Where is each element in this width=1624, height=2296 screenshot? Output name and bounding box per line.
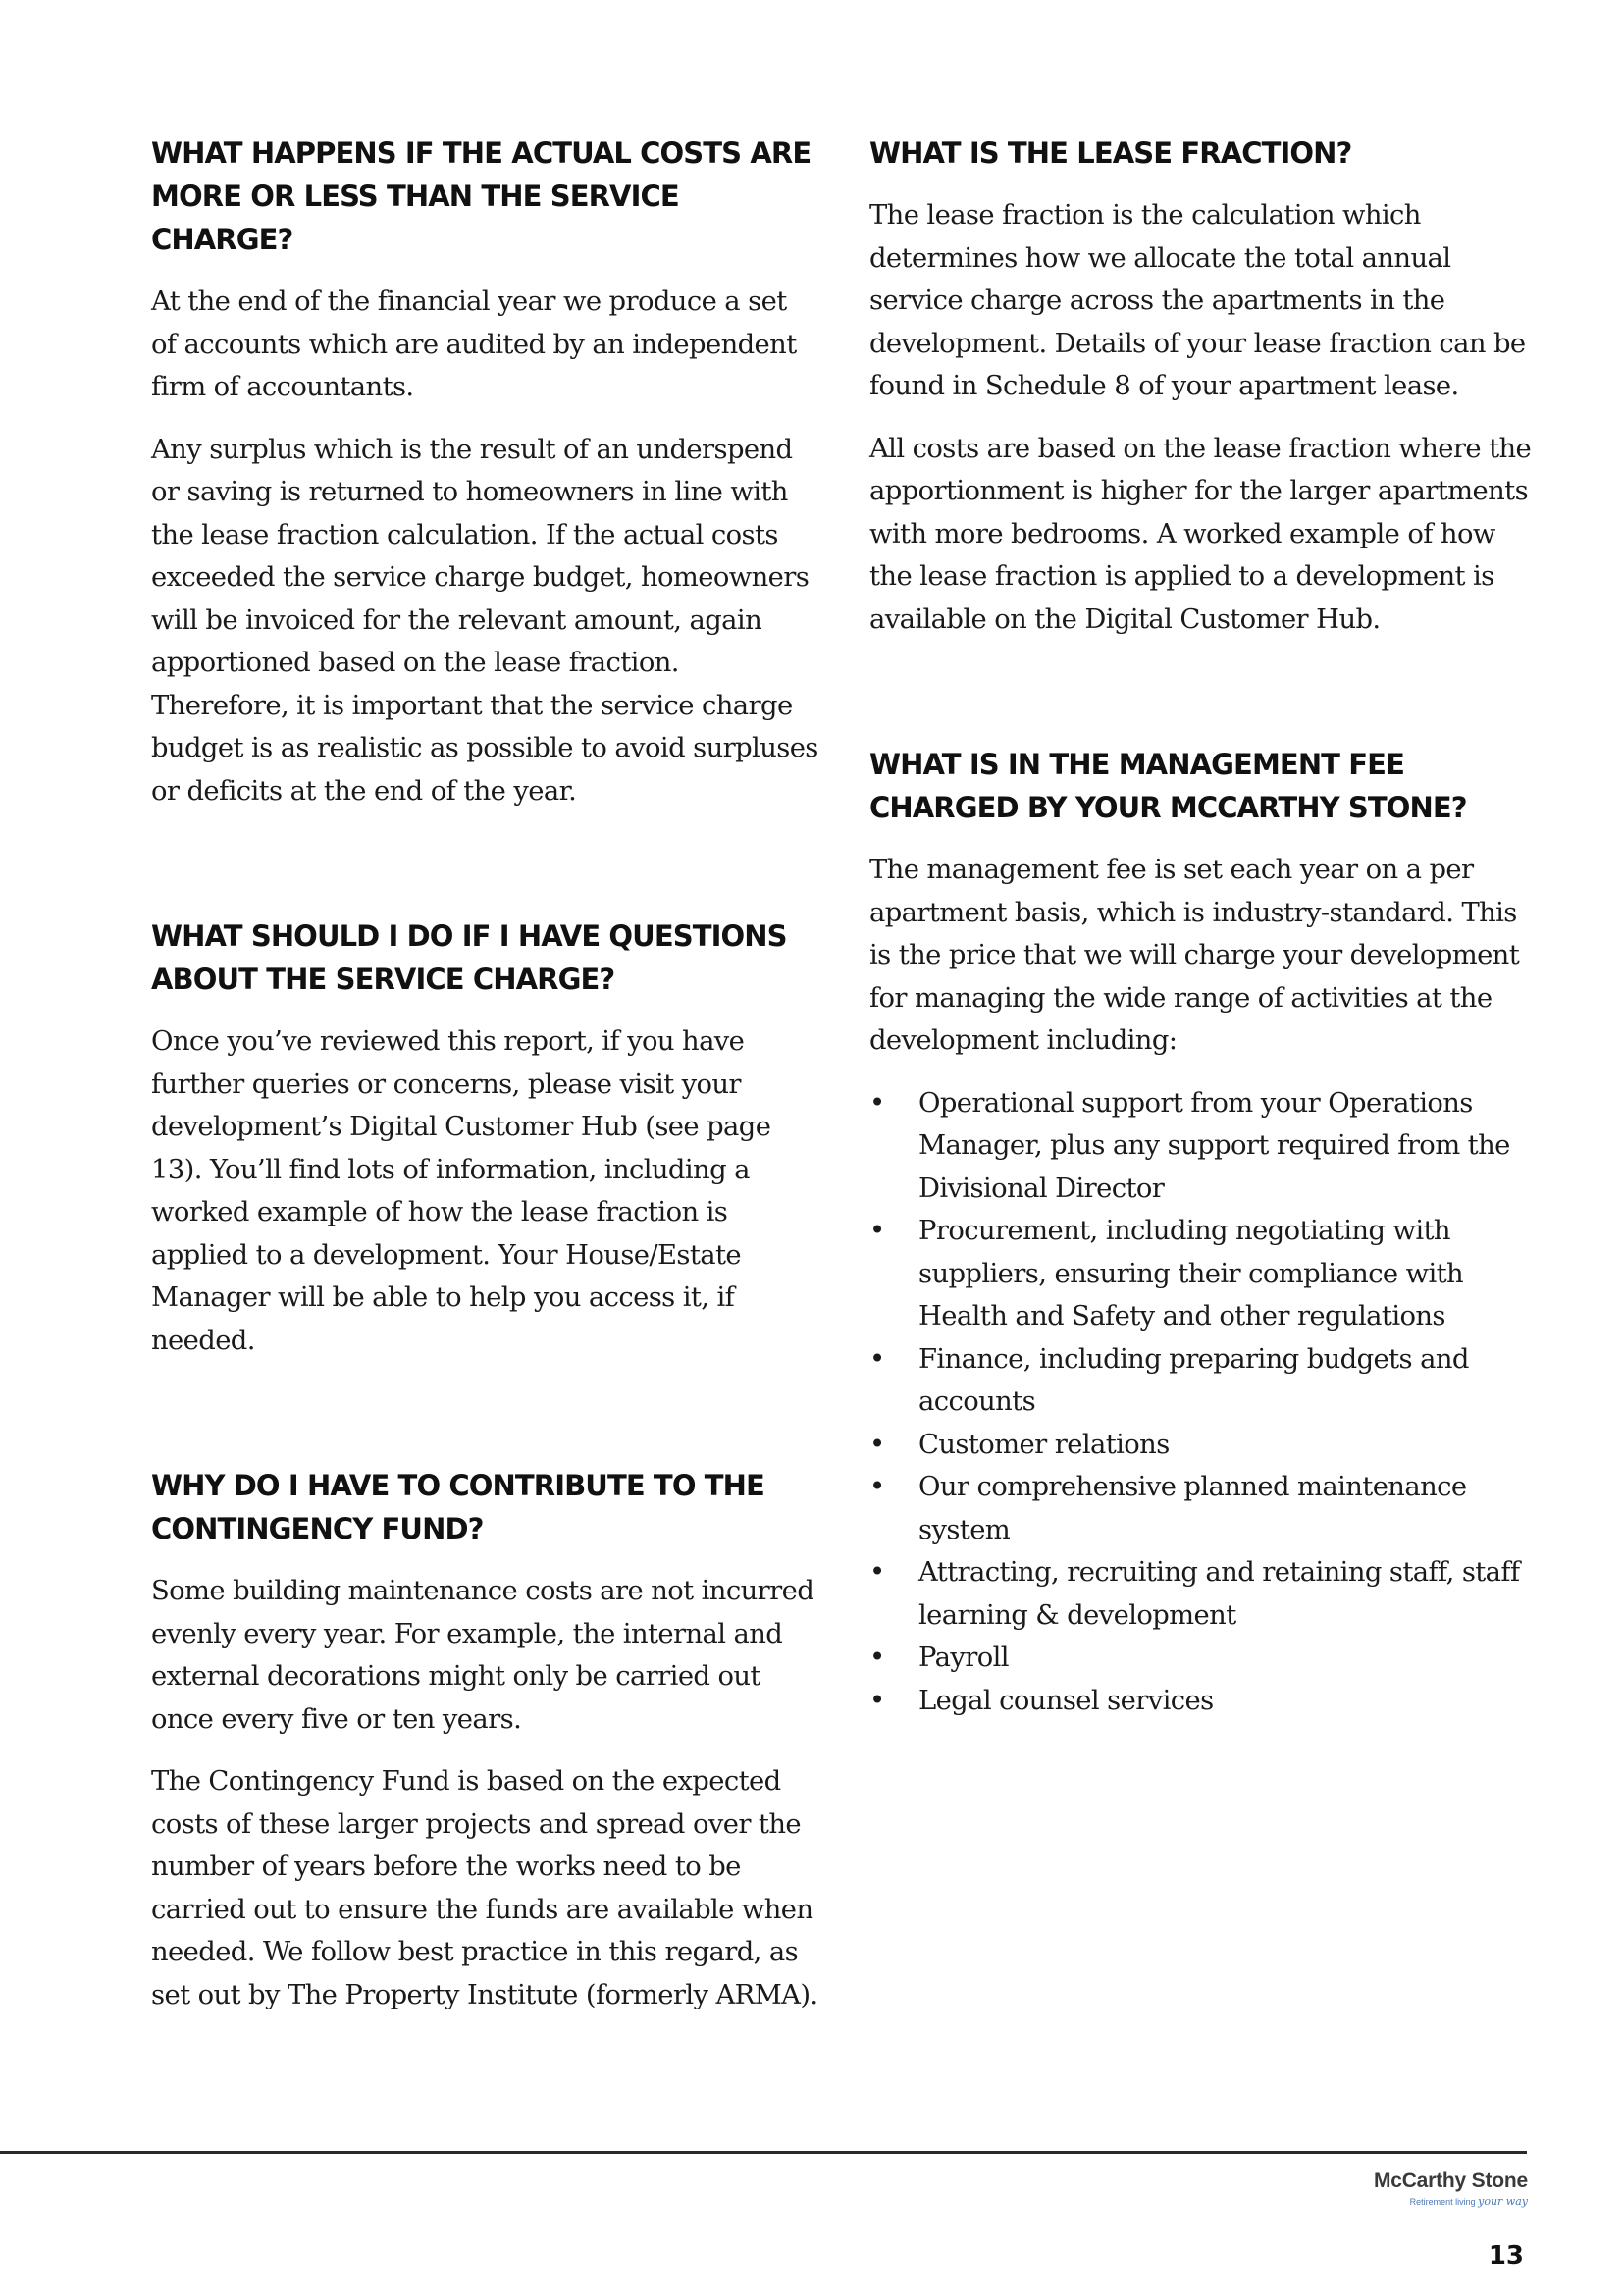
section-heading: WHAT IS IN THE MANAGEMENT FEE CHARGED BY YOUR MCCARTHY STONE? [869, 748, 1467, 824]
paragraph: The Contingency Fund is based on the expected costs of these larger projects and spread over the number of years before the works need to be carried out to ensure the funds are available when needed. We follow best practice in this regard, as set out by The Property Institute (formerly ARMA). [151, 1766, 818, 2010]
list-item-text: Attracting, recruiting and retaining staff, staff learning & development [918, 1557, 1520, 1631]
section-heading: WHAT HAPPENS IF THE ACTUAL COSTS ARE MORE OR LESS THAN THE SERVICE CHARGE? [151, 136, 812, 256]
bullet-icon: • [869, 1685, 885, 1716]
list-item-text: Legal counsel services [918, 1685, 1214, 1716]
faq-management-fee [869, 743, 1537, 1722]
list-item [869, 1466, 1537, 1551]
list-item [869, 1680, 1537, 1723]
list-item [869, 1637, 1537, 1680]
bullet-icon: • [869, 1472, 885, 1502]
faq-lease-fraction [869, 131, 1537, 641]
management-fee-list [869, 1082, 1537, 1723]
brand-name: McCarthy Stone [1373, 2169, 1528, 2192]
list-item-text: Procurement, including negotiating with suppliers, ensuring their compliance with Health and Safety and other regulations [918, 1216, 1464, 1331]
tagline-script: your way [1478, 2195, 1528, 2208]
bullet-icon: • [869, 1557, 885, 1588]
right-column [869, 131, 1537, 1722]
page-number: 13 [1488, 2241, 1524, 2270]
paragraph: Any surplus which is the result of an underspend or saving is returned to homeowners in line with the lease fraction calculation. If the actual costs exceeded the service charge budget, homeowners will be invoiced for the relevant amount, again apportioned based on the lease fraction. Therefore, it is important that the service charge budget is as realistic as possible to avoid surpluses or deficits at the end of the year. [151, 434, 818, 807]
tagline-prefix: Retirement living [1409, 2197, 1476, 2207]
footer-divider [0, 2151, 1527, 2154]
bullet-icon: • [869, 1643, 885, 1673]
faq-questions-service-charge [151, 914, 818, 1362]
paragraph: The management fee is set each year on a per apartment basis, which is industry-standard. This is the price that we will charge your development for managing the wide range of activities at the development including: [869, 855, 1520, 1056]
list-item [869, 1338, 1537, 1424]
list-item-text: Operational support from your Operations Manager, plus any support required from the Divisional Director [918, 1087, 1510, 1204]
list-item-text: Finance, including preparing budgets and accounts [918, 1343, 1469, 1417]
list-item [869, 1551, 1537, 1637]
faq-actual-costs [151, 131, 818, 812]
paragraph: Some building maintenance costs are not incurred evenly every year. For example, the internal and external decorations might only be carried out once every five or ten years. [151, 1576, 814, 1735]
brand-logo [1374, 2168, 1528, 2208]
list-item-text: Customer relations [918, 1429, 1170, 1460]
bullet-icon: • [869, 1429, 885, 1460]
section-heading: WHAT SHOULD I DO IF I HAVE QUESTIONS ABOUT THE SERVICE CHARGE? [151, 919, 787, 996]
faq-contingency-fund [151, 1464, 818, 2016]
list-item [869, 1082, 1537, 1211]
brand-tagline [1374, 2196, 1528, 2208]
paragraph: All costs are based on the lease fraction where the apportionment is higher for the larger apartments with more bedrooms. A worked example of how the lease fraction is applied to a development is available on the Digital Customer Hub. [869, 433, 1532, 635]
bullet-icon: • [869, 1087, 885, 1119]
paragraph: At the end of the financial year we produce a set of accounts which are audited by an independent firm of accountants. [151, 287, 797, 402]
bullet-icon: • [869, 1216, 885, 1246]
paragraph: Once you’ve reviewed this report, if you have further queries or concerns, please visit your development’s Digital Customer Hub (see page 13). You’ll find lots of information, including a worked example of how the lease fraction is applied to a development. Your House/Estate Manager will be able to help you access it, if needed. [151, 1026, 771, 1356]
list-item-text: Our comprehensive planned maintenance system [918, 1472, 1467, 1545]
bullet-icon: • [869, 1343, 885, 1375]
left-column [151, 131, 818, 2036]
section-heading: WHY DO I HAVE TO CONTRIBUTE TO THE CONTINGENCY FUND? [151, 1469, 764, 1545]
list-item [869, 1210, 1537, 1338]
section-heading: WHAT IS THE LEASE FRACTION? [869, 136, 1352, 170]
list-item [869, 1424, 1537, 1467]
list-item-text: Payroll [918, 1643, 1009, 1673]
paragraph: The lease fraction is the calculation which determines how we allocate the total annual service charge across the apartments in the development. Details of your lease fraction can be found in Schedule 8 of your apartment lease. [869, 200, 1526, 401]
